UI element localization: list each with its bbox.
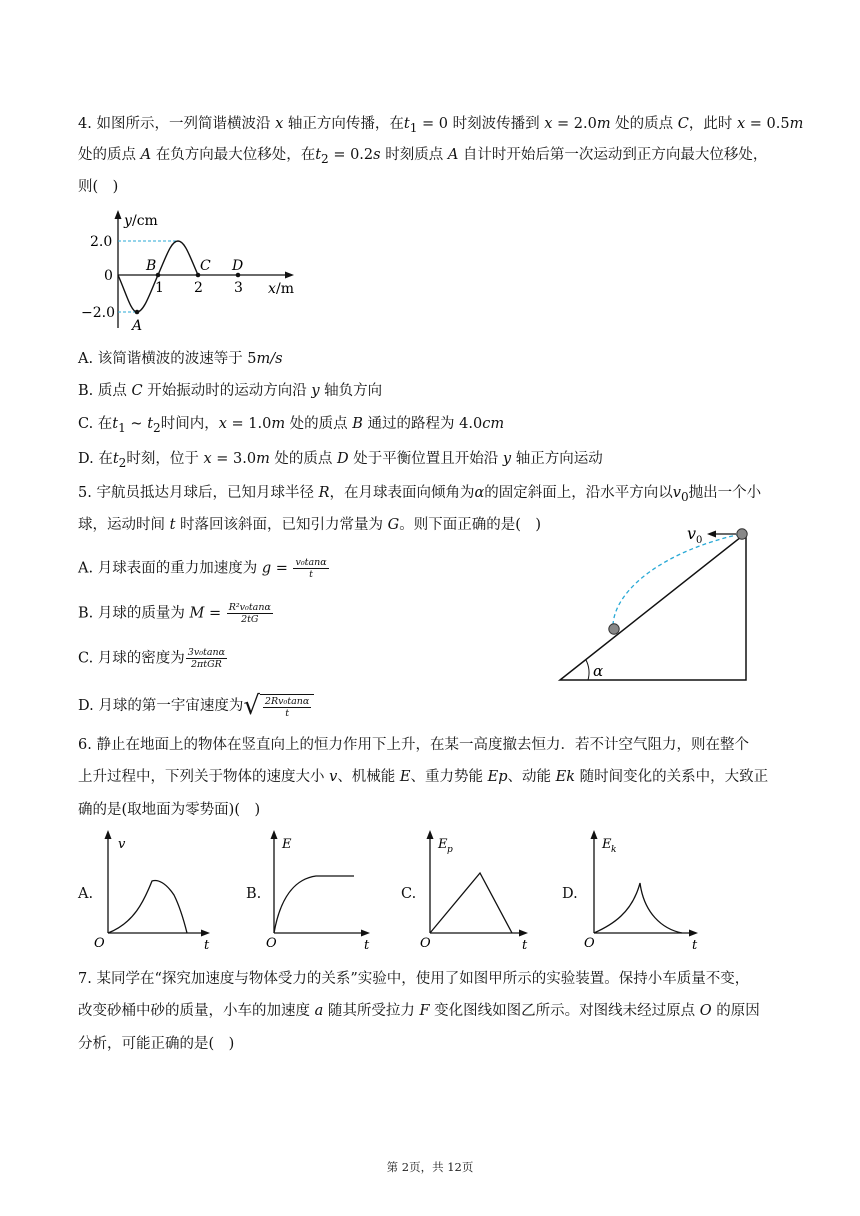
q7-line3: 分析，可能正确的是( ) <box>78 1036 235 1052</box>
svg-text:O: O <box>584 936 595 951</box>
alpha-label: α <box>593 662 604 680</box>
q4-line2: 处的质点 A 在负方向最大位移处，在$t_2 = 0.2s$ 时刻质点 A 自计时开始后第一次运动到正方向最大位移处， <box>78 147 768 166</box>
svg-text:t: t <box>364 938 370 953</box>
svg-text:k: k <box>611 845 617 855</box>
q5-option-c: C. 月球的密度为 $\frac{\text{3v₀tanα}}{\text{2πtGR}}$ <box>78 647 226 670</box>
y-label-unit: /cm <box>132 213 158 229</box>
point-A-label: A <box>132 318 143 334</box>
y-tick-top: 2.0 <box>90 234 113 250</box>
q6-graph-a-label: A. <box>78 886 94 902</box>
e-curve <box>274 876 354 933</box>
svg-text:E: E <box>602 837 612 852</box>
page-footer: 第 2页，共 12页 <box>386 1160 474 1174</box>
x-tick-2: 2 <box>194 280 203 296</box>
point-A-dot <box>135 310 140 315</box>
x-axis-arrow <box>285 272 294 279</box>
q6-graph-b <box>264 829 384 951</box>
y-tick-zero: 0 <box>104 268 113 284</box>
ball-top <box>737 529 747 539</box>
svg-text:O: O <box>266 936 277 951</box>
v0-sub: 0 <box>696 535 703 546</box>
q5-option-b: B. 月球的质量为 M = $\frac{\text{R²v₀tanα}}{2tG}$ <box>78 602 271 625</box>
sqrt-sign: √ <box>243 691 260 721</box>
y-tick-bottom: −2.0 <box>81 305 115 321</box>
q6-graph-c-label: C. <box>401 886 417 902</box>
q6-line3: 确的是(取地面为零势面)( ) <box>78 802 261 818</box>
velocity-arrowhead <box>707 531 716 538</box>
svg-text:O: O <box>94 936 105 951</box>
q7-line1: 7. 某同学在“探究加速度与物体受力的关系”实验中，使用了如图甲所示的实验装置。保持小车质量不变， <box>78 971 750 987</box>
svg-text:t: t <box>692 938 698 953</box>
ek-curve <box>594 883 682 933</box>
svg-text:E: E <box>438 837 448 852</box>
y-axis-arrow <box>115 210 122 219</box>
incline-figure <box>555 518 780 686</box>
point-B-label: B <box>146 258 157 274</box>
ball-landing <box>609 624 619 634</box>
svg-text:t: t <box>522 938 528 953</box>
x-tick-1: 1 <box>155 280 164 296</box>
v0-label: v <box>687 524 697 543</box>
v-curve <box>108 881 187 933</box>
angle-arc <box>586 660 589 680</box>
trajectory-dashed <box>613 534 741 625</box>
q7-line2: 改变砂桶中砂的质量，小车的加速度 a 随其所受拉力 F 变化图线如图乙所示。对图线未经过原点 O 的原因 <box>78 1003 760 1019</box>
q5-line2: 球，运动时间 t 时落回该斜面，已知引力常量为 G。则下面正确的是( ) <box>78 517 542 533</box>
svg-text:p: p <box>447 845 453 855</box>
q5-option-a: A. 月球表面的重力加速度为 g = $\frac{\text{v₀tanα}}{t}$ <box>78 557 327 580</box>
q6-line1: 6. 静止在地面上的物体在竖直向上的恒力作用下上升，在某一高度撤去恒力．若不计空气阻力，则在整个 <box>78 737 749 753</box>
q4-option-d: D. 在$t_2$时刻，位于 x = 3.0m 处的质点 D 处于平衡位置且开始沿 y 轴正方向运动 <box>78 451 603 470</box>
svg-text:v: v <box>118 837 126 852</box>
q4-line1: 4. 如图所示，一列简谐横波沿 x 轴正方向传播，在$t_1 = 0$ 时刻波传播到 x = 2.0m 处的质点 C，此时 x = 0.5m <box>78 116 804 135</box>
q6-graph-b-label: B. <box>246 886 262 902</box>
x-label: x <box>268 281 276 297</box>
x-label-unit: /m <box>276 281 294 297</box>
q6-graph-d <box>582 829 707 951</box>
y-label: y <box>124 213 132 229</box>
q4-option-a: A. 该简谐横波的波速等于 5m/s <box>78 351 283 367</box>
point-D-label: D <box>232 258 244 274</box>
wave-figure <box>78 208 308 338</box>
q6-graph-d-label: D. <box>562 886 578 902</box>
svg-text:O: O <box>420 936 431 951</box>
q6-graph-c <box>418 829 543 951</box>
q5-line1: 5. 宇航员抵达月球后，已知月球半径 R，在月球表面向倾角为α的固定斜面上，沿水平方向以$v_0$抛出一个小 <box>78 485 762 504</box>
q4-option-c: C. 在$t_1$ ~ $t_2$时间内，x = 1.0m 处的质点 B 通过的路程为 4.0cm <box>78 416 505 435</box>
point-B-dot <box>156 273 161 278</box>
q4-line3: 则( ) <box>78 179 119 195</box>
ep-curve <box>430 873 512 933</box>
q5-option-d: D. 月球的第一宇宙速度为 √ $\frac{\text{2Rv₀tanα}}{t}$ <box>78 693 314 719</box>
q6-graph-a <box>94 829 224 951</box>
x-tick-3: 3 <box>234 280 243 296</box>
point-C-label: C <box>200 258 211 274</box>
q6-line2: 上升过程中，下列关于物体的速度大小 v、机械能 E、重力势能 Ep、动能 Ek 随时间变化的关系中，大致正 <box>78 769 769 785</box>
svg-text:t: t <box>204 938 210 953</box>
svg-text:E: E <box>282 837 292 852</box>
incline-triangle <box>560 533 746 680</box>
q4-option-b: B. 质点 C 开始振动时的运动方向沿 y 轴负方向 <box>78 383 383 399</box>
